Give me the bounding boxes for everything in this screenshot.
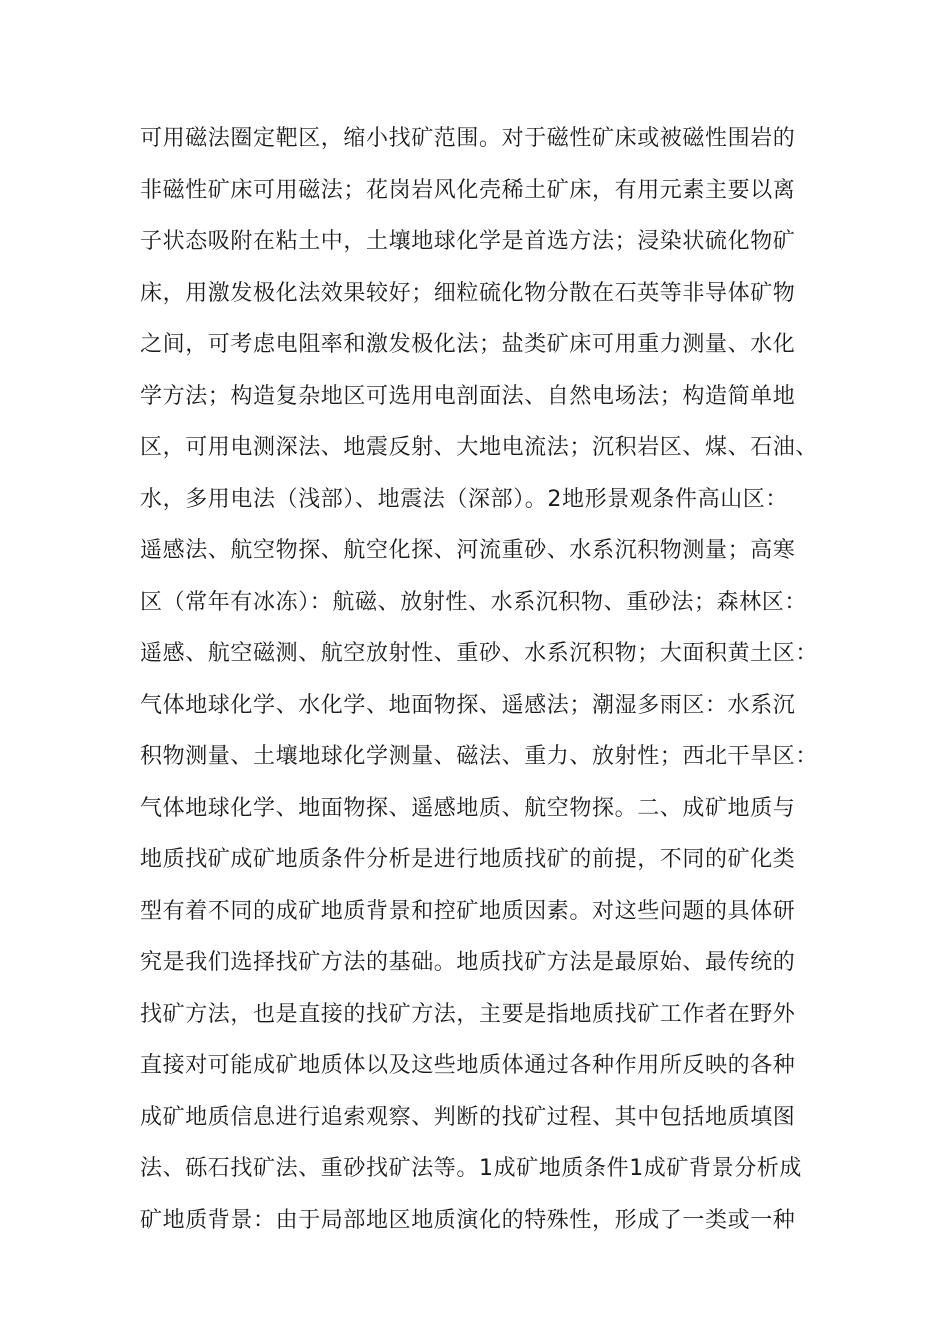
text-line: 子状态吸附在粘土中，土壤地球化学是首选方法；浸染状硫化物矿 [140, 229, 796, 254]
text-line: 遥感法、航空物探、航空化探、河流重砂、水系沉积物测量；高寒 [140, 538, 796, 563]
text-line: 遥感、航空磁测、航空放射性、重砂、水系沉积物；大面积黄土区： [140, 641, 819, 666]
text-line: 成矿地质信息进行追索观察、判断的找矿过程、其中包括地质填图 [140, 1104, 796, 1130]
text-line: 可用磁法圈定靶区，缩小找矿范围。对于磁性矿床或被磁性围岩的 [140, 126, 796, 151]
text-line: 学方法；构造复杂地区可选用电剖面法、自然电场法；构造简单地 [140, 383, 796, 409]
text-line: 床，用激发极化法效果较好；细粒硫化物分散在石英等非导体矿物 [140, 280, 796, 306]
text-line: 地质找矿成矿地质条件分析是进行地质找矿的前提，不同的矿化类 [140, 847, 796, 872]
text-line: 型有着不同的成矿地质背景和控矿地质因素。对这些问题的具体研 [140, 898, 796, 924]
text-line: 区（常年有冰冻）：航磁、放射性、水系沉积物、重砂法；森林区： [140, 589, 808, 615]
text-line: 直接对可能成矿地质体以及这些地质体通过各种作用所反映的各种 [140, 1053, 796, 1078]
text-line: 气体地球化学、水化学、地面物探、遥感法；潮湿多雨区：水系沉 [140, 692, 796, 718]
body-text [140, 113, 820, 1246]
text-line: 气体地球化学、地面物探、遥感地质、航空物探。二、成矿地质与 [140, 795, 796, 821]
text-line: 非磁性矿床可用磁法；花岗岩风化壳稀土矿床，有用元素主要以离 [140, 177, 796, 203]
text-line: 矿地质背景：由于局部地区地质演化的特殊性，形成了一类或一种 [140, 1207, 796, 1233]
text-line: 积物测量、土壤地球化学测量、磁法、重力、放射性；西北干旱区： [140, 744, 819, 769]
text-line: 究是我们选择找矿方法的基础。地质找矿方法是最原始、最传统的 [140, 950, 796, 975]
text-line: 法、砾石找矿法、重砂找矿法等。1成矿地质条件1成矿背景分析成 [140, 1156, 802, 1181]
text-line: 找矿方法，也是直接的找矿方法，主要是指地质找矿工作者在野外 [140, 1001, 796, 1027]
text-line: 之间，可考虑电阻率和激发极化法；盐类矿床可用重力测量、水化 [140, 332, 796, 357]
text-line: 水，多用电法（浅部）、地震法（深部）。2地形景观条件高山区： [140, 486, 788, 512]
text-line: 区，可用电测深法、地震反射、大地电流法；沉积岩区、煤、石油、 [140, 435, 819, 460]
